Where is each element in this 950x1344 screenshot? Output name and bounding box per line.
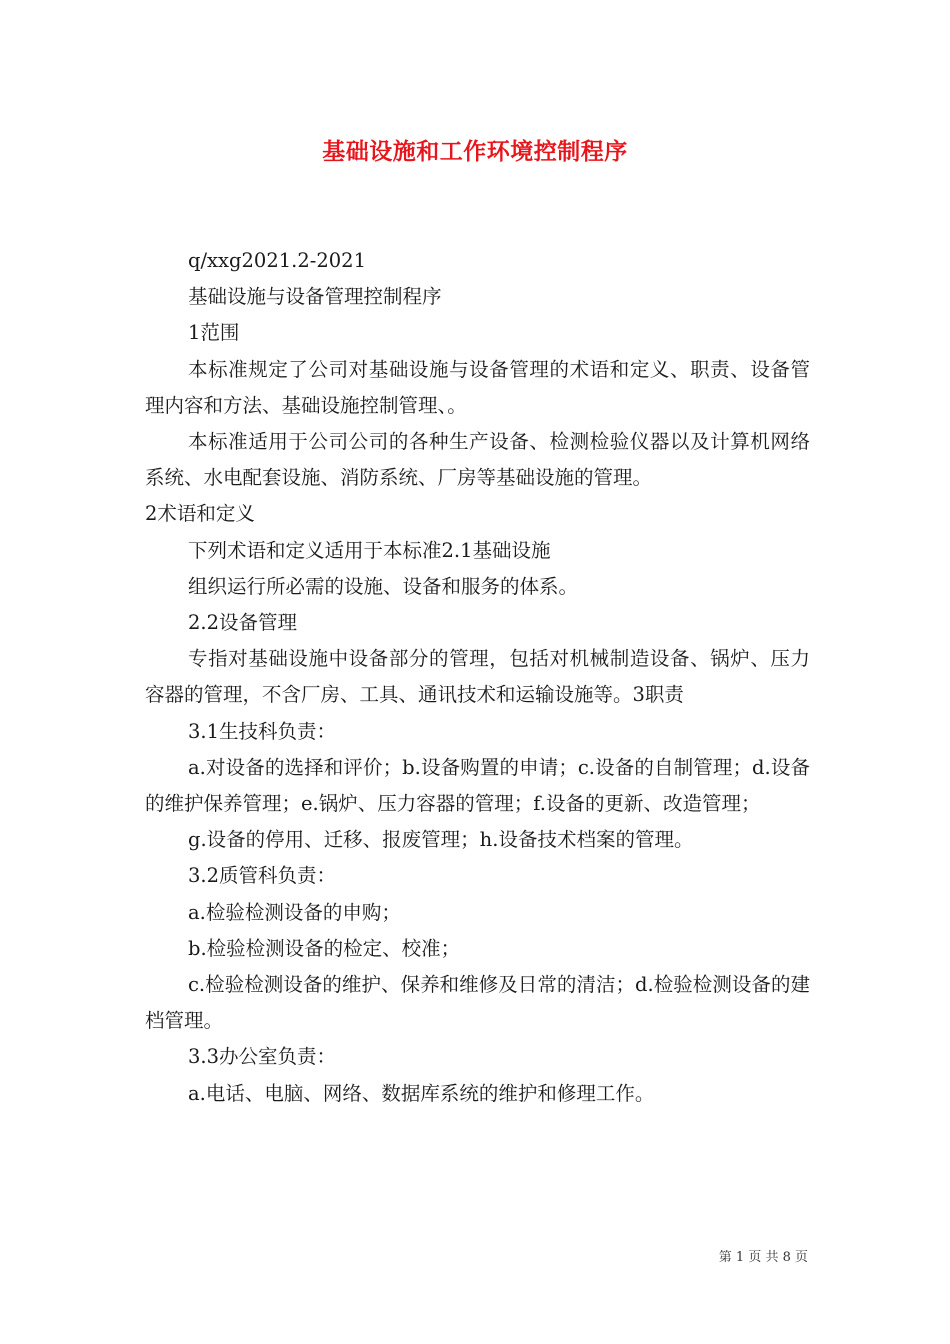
subsection-heading: 3.3办公室负责： xyxy=(188,1045,337,1069)
subsection-heading: 2.2设备管理 xyxy=(188,611,298,635)
paragraph: g.设备的停用、迁移、报废管理；h.设备技术档案的管理。 xyxy=(188,828,694,852)
paragraph: 专指对基础设施中设备部分的管理，包括对机械制造设备、锅炉、压力容器的管理，不含厂房、工具、通讯技术和运输设施等。3职责 xyxy=(145,647,810,707)
paragraph: a.对设备的选择和评价；b.设备购置的申请；c.设备的自制管理；d.设备的维护保养管理；e.锅炉、压力容器的管理；f.设备的更新、改造管理； xyxy=(145,755,810,816)
section-heading-scope: 1范围 xyxy=(188,321,240,345)
paragraph: 本标准适用于公司公司的各种生产设备、检测检验仪器以及计算机网络系统、水电配套设施、消防系统、厂房等基础设施的管理。 xyxy=(145,430,810,490)
document-title: 基础设施和工作环境控制程序 xyxy=(322,139,628,165)
paragraph: 组织运行所必需的设施、设备和服务的体系。 xyxy=(188,574,579,598)
paragraph: a.电话、电脑、网络、数据库系统的维护和修理工作。 xyxy=(188,1081,655,1105)
paragraph: c.检验检测设备的维护、保养和维修及日常的清洁；d.检验检测设备的建档管理。 xyxy=(145,973,810,1033)
paragraph: 下列术语和定义适用于本标准2.1基础设施 xyxy=(188,538,551,562)
paragraph: 本标准规定了公司对基础设施与设备管理的术语和定义、职责、设备管理内容和方法、基础设施控制管理、。 xyxy=(145,357,810,417)
procedure-name: 基础设施与设备管理控制程序 xyxy=(188,285,442,309)
document-body xyxy=(145,243,810,1112)
page-number: 第 1 页 共 8 页 xyxy=(718,1250,808,1265)
section-heading-terms: 2术语和定义 xyxy=(145,502,255,526)
standard-code: q/xxg2021.2-2021 xyxy=(188,249,366,272)
subsection-heading: 3.2质管科负责： xyxy=(188,864,337,888)
subsection-heading: 3.1生技科负责： xyxy=(188,719,337,743)
paragraph: b.检验检测设备的检定、校准； xyxy=(188,936,461,960)
paragraph: a.检验检测设备的申购； xyxy=(188,900,401,924)
